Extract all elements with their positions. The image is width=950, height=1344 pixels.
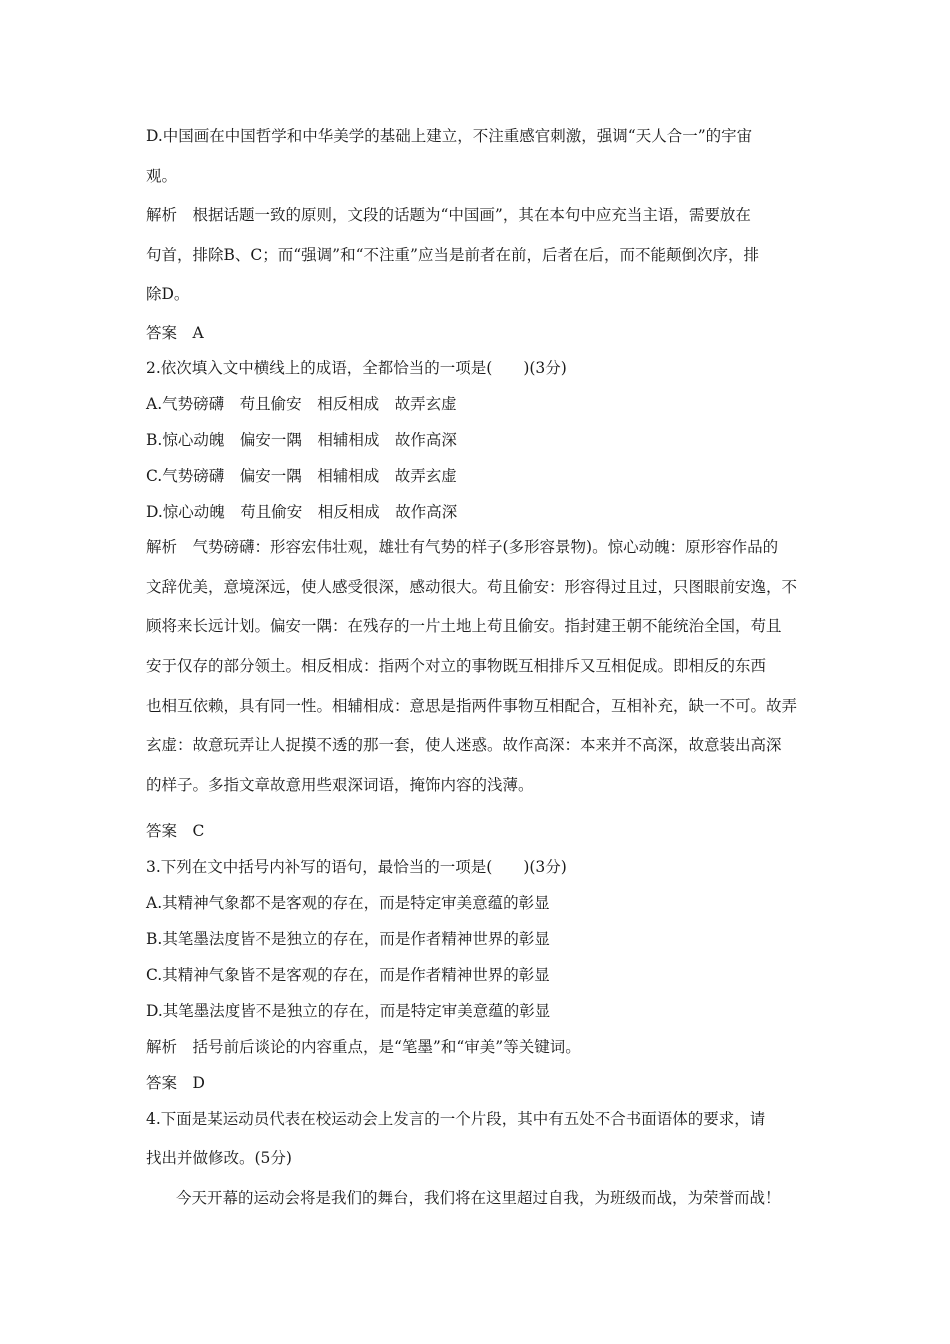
option-d-line: D.惊心动魄 苟且偷安 相反相成 故作高深 — [146, 503, 458, 521]
option-d-line: D.中国画在中国哲学和中华美学的基础上建立，不注重感官刺激，强调“天人合一”的宇宙 — [146, 127, 753, 145]
question-line: 4.下面是某运动员代表在校运动会上发言的一个片段，其中有五处不合书面语体的要求，请 — [146, 1110, 766, 1128]
text-line: 顾将来长远计划。偏安一隅：在残存的一片土地上苟且偷安。指封建王朝不能统治全国，苟且 — [146, 617, 782, 635]
text-line: 玄虚：故意玩弄让人捉摸不透的那一套，使人迷惑。故作高深：本来并不高深，故意装出高深 — [146, 736, 782, 754]
text-line: 也相互依赖，具有同一性。相辅相成：意思是指两件事物互相配合，互相补充，缺一不可。故弄 — [146, 697, 798, 715]
option-a-line: A.气势磅礴 苟且偷安 相反相成 故弄玄虚 — [146, 395, 457, 413]
option-c-line: C.气势磅礴 偏安一隅 相辅相成 故弄玄虚 — [146, 467, 457, 485]
text-line: 文辞优美，意境深远，使人感受很深，感动很大。苟且偷安：形容得过且过，只图眼前安逸，不 — [146, 578, 798, 596]
answer-line: 答案 A — [146, 324, 204, 342]
passage-line: 今天开幕的运动会将是我们的舞台，我们将在这里超过自我，为班级而战，为荣誉而战！ — [176, 1189, 781, 1207]
analysis-line: 解析 气势磅礴：形容宏伟壮观，雄壮有气势的样子(多形容景物)。惊心动魄：原形容作品的 — [146, 538, 779, 556]
option-a-line: A.其精神气象都不是客观的存在，而是特定审美意蕴的彰显 — [146, 894, 550, 912]
option-c-line: C.其精神气象皆不是客观的存在，而是作者精神世界的彰显 — [146, 966, 550, 984]
text-line: 的样子。多指文章故意用些艰深词语，掩饰内容的浅薄。 — [146, 776, 534, 794]
text-line: 安于仅存的部分领土。相反相成：指两个对立的事物既互相排斥又互相促成。即相反的东西 — [146, 657, 767, 675]
text-line: 句首，排除B、C；而“强调”和“不注重”应当是前者在前，后者在后，而不能颠倒次序，排 — [146, 246, 759, 264]
option-b-line: B.惊心动魄 偏安一隅 相辅相成 故作高深 — [146, 431, 457, 449]
text-line: 观。 — [146, 167, 178, 185]
analysis-line: 解析 根据话题一致的原则，文段的话题为“中国画”，其在本句中应充当主语，需要放在 — [146, 206, 751, 224]
question-line: 2.依次填入文中横线上的成语，全都恰当的一项是( )(3分) — [146, 359, 567, 377]
answer-line: 答案 C — [146, 822, 205, 840]
answer-line: 答案 D — [146, 1074, 205, 1092]
analysis-line: 解析 括号前后谈论的内容重点，是“笔墨”和“审美”等关键词。 — [146, 1038, 581, 1056]
question-line: 3.下列在文中括号内补写的语句，最恰当的一项是( )(3分) — [146, 858, 567, 876]
text-line: 找出并做修改。(5分) — [146, 1149, 292, 1167]
text-line: 除D。 — [146, 285, 190, 303]
option-d-line: D.其笔墨法度皆不是独立的存在，而是特定审美意蕴的彰显 — [146, 1002, 551, 1020]
option-b-line: B.其笔墨法度皆不是独立的存在，而是作者精神世界的彰显 — [146, 930, 550, 948]
